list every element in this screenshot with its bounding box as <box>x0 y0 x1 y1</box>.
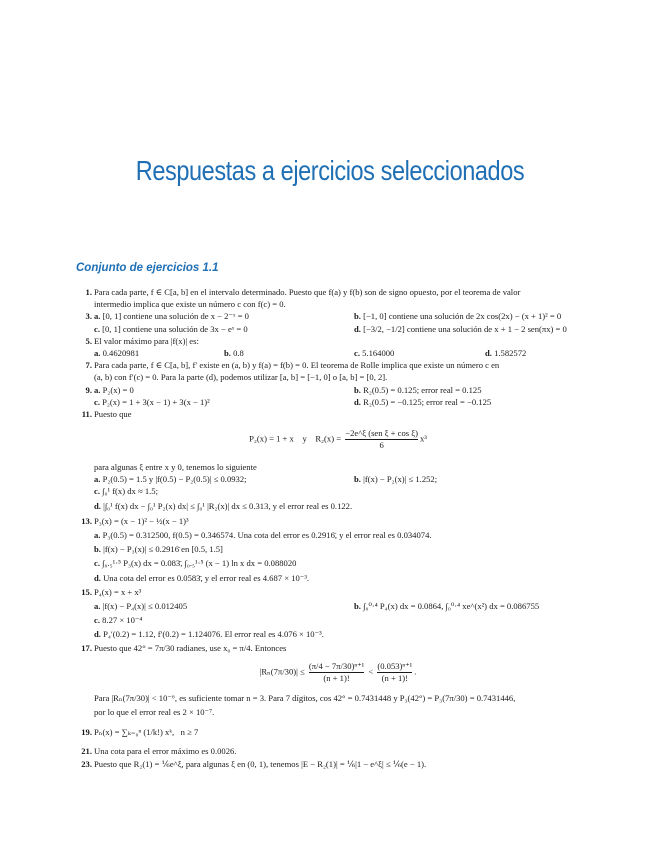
exercise-text: por lo que el error real es 2 × 10⁻⁷. <box>94 706 215 717</box>
part-answer: |f(x) − P₂(x)| ≤ 1.252; <box>363 474 438 485</box>
exercise-text: para algunas ξ entre x y 0, tenemos lo siguiente <box>94 462 257 473</box>
exercise-11-parts <box>78 473 598 485</box>
part-answer: R₂(0.5) = −0.125; error real = −0.125 <box>363 396 492 407</box>
part-label: c. <box>94 615 100 626</box>
part-label: d. <box>94 573 101 584</box>
part-answer: |f(x) − P₄(x)| ≤ 0.012405 <box>102 601 188 612</box>
part-answer: 1.582572 <box>494 347 527 358</box>
part-label: b. <box>354 601 361 612</box>
exercise-13-parts <box>78 543 598 557</box>
equation-part: n ≥ 7 <box>180 726 199 737</box>
numerator: −2e^ξ (sen ξ + cos ξ) <box>345 428 418 439</box>
exercise-7-cont <box>78 371 598 383</box>
exercise-number: 17. <box>81 643 92 654</box>
equation-part: P₂(x) = 1 + x <box>249 433 294 444</box>
part-answer: |f(x) − P₃(x)| ≤ 0.2916̄ en [0.5, 1.5] <box>103 544 223 555</box>
part-label: a. <box>94 311 101 322</box>
exercise-text: P₄(x) = x + x³ <box>94 587 142 598</box>
part-answer: P₄′(0.2) = 1.12, f′(0.2) = 1.124076. El error real es 4.076 × 10⁻³. <box>103 629 324 640</box>
exercise-text: Para cada parte, f ∈ C[a, b] en el intervalo determinado. Puesto que f(a) y f(b) son de signo opuesto, por el teorema de valor <box>94 287 521 297</box>
exercise-number: 5. <box>85 335 92 346</box>
part-label: c. <box>94 396 100 407</box>
exercise-11-cont <box>78 461 598 473</box>
exercise-17-cont <box>78 706 598 719</box>
fraction <box>345 428 418 451</box>
answers-list <box>78 286 598 770</box>
part-answer: P₂(0.5) = 1.5 y |f(0.5) − P₂(0.5)| ≤ 0.0932; <box>102 474 247 485</box>
exercise-number: 7. <box>85 360 92 371</box>
equation-part: R₂(x) = <box>315 433 342 444</box>
equation-part: . <box>414 666 417 677</box>
display-equation <box>78 655 598 692</box>
part-label: b. <box>354 311 361 322</box>
equation-part: y <box>302 433 307 444</box>
exercise-number: 13. <box>81 516 92 527</box>
sum-symbol: ∑ₖ₌₀ⁿ <box>121 726 142 737</box>
part-answer: R₂(0.5) = 0.125; error real = 0.125 <box>363 384 482 395</box>
exercise-number: 21. <box>81 745 92 756</box>
part-label: b. <box>94 544 101 555</box>
exercise-text: El valor máximo para |f(x)| es: <box>94 335 199 346</box>
exercise-1-cont <box>78 298 598 310</box>
part-label: a. <box>94 530 101 541</box>
exercise-15-parts <box>78 614 598 628</box>
equation-part: |Rₙ(7π/30)| ≤ <box>259 666 305 677</box>
exercise-11-parts <box>78 500 598 515</box>
equation-part: < <box>368 666 374 677</box>
part-label: d. <box>354 323 361 334</box>
part-label: d. <box>354 396 361 407</box>
part-label: b. <box>224 347 231 358</box>
part-answer: ∫₀¹ f(x) dx ≈ 1.5; <box>102 486 158 497</box>
exercise-7 <box>78 359 598 371</box>
denominator: (n + 1)! <box>309 672 364 684</box>
part-answer: [0, 1] contiene una solución de x − 2⁻ˣ = 0 <box>102 311 249 322</box>
exercise-11 <box>78 408 598 420</box>
exercise-3-cont <box>78 323 598 335</box>
part-label: c. <box>94 323 100 334</box>
part-answer: [−3/2, −1/2] contiene una solución de x + 1 − 2 sen(πx) = 0 <box>363 323 567 334</box>
exercise-17 <box>78 642 598 654</box>
part-answer: 8.27 × 10⁻⁴ <box>102 615 143 626</box>
exercise-21 <box>78 745 598 758</box>
exercise-text: Puesto que 42° = 7π/30 radianes, use x₀ = π/4. Entonces <box>94 643 287 654</box>
exercise-5 <box>78 335 598 347</box>
equation-part: Pₙ(x) = <box>94 726 120 737</box>
part-answer: P₂(x) = 1 + 3(x − 1) + 3(x − 1)² <box>102 396 210 407</box>
numerator: (0.053)ⁿ⁺¹ <box>377 660 413 671</box>
exercise-1 <box>78 286 598 298</box>
part-answer: [0, 1] contiene una solución de 3x − eˣ = 0 <box>102 323 248 334</box>
exercise-text: Para |Rₙ(7π/30)| < 10⁻⁶, es suficiente tomar n = 3. Para 7 dígitos, cos 42° = 0.7431448 y P₃(42°) = P₃(7π/30) = 0.7431446, <box>94 692 516 703</box>
exercise-9-cont <box>78 396 598 408</box>
exercise-text: Una cota para el error máximo es 0.0026. <box>94 745 237 756</box>
equation-part: (1/k!) xᵏ, <box>143 726 175 737</box>
exercise-13 <box>78 515 598 529</box>
part-answer: [−1, 0] contiene una solución de 2x cos(2x) − (x + 1)² = 0 <box>363 311 562 322</box>
exercise-number: 15. <box>81 587 92 598</box>
display-equation <box>78 420 598 461</box>
part-label: b. <box>354 474 361 485</box>
part-label: b. <box>354 384 361 395</box>
part-answer: Una cota del error es 0.0583̄, y el error real es 4.687 × 10⁻³. <box>103 573 310 584</box>
part-answer: ∫₀.₅¹·⁵ P₃(x) dx = 0.083̄, ∫₀.₅¹·⁵ (x − 1) ln x dx = 0.088020 <box>102 558 297 569</box>
exercise-text: intermedio implica que existe un número c con f(c) = 0. <box>94 299 286 310</box>
part-answer: ∫₀⁰·⁴ P₄(x) dx = 0.0864, ∫₀⁰·⁴ xe^(x²) dx = 0.086755 <box>363 601 540 612</box>
numerator: (π/4 − 7π/30)ⁿ⁺¹ <box>308 660 365 671</box>
part-label: a. <box>94 601 101 612</box>
exercise-text: Para cada parte, f ∈ C[a, b], f′ existe en (a, b) y f(a) = f(b) = 0. El teorema de Rolle implica que existe un número c en <box>94 360 500 371</box>
exercise-number: 1. <box>85 287 92 297</box>
exercise-number: 3. <box>85 311 92 322</box>
part-label: a. <box>94 474 101 485</box>
part-answer: P₂(x) = 0 <box>102 384 134 395</box>
exercise-number: 9. <box>85 384 92 395</box>
exercise-number: 11. <box>81 408 92 419</box>
part-label: c. <box>354 347 360 358</box>
part-answer: P₃(0.5) = 0.312500, f(0.5) = 0.346574. Una cota del error es 0.2916̄, y el error real es 0.034074. <box>102 530 432 541</box>
part-answer: |∫₀¹ f(x) dx − ∫₀¹ P₂(x) dx| ≤ ∫₀¹ |R₂(x)| dx ≤ 0.313, y el error real es 0.122. <box>103 501 353 512</box>
fraction <box>377 661 412 684</box>
exercise-19 <box>78 719 598 745</box>
exercise-text: Puesto que R₂(1) = ⅙e^ξ, para algunas ξ en (0, 1), tenemos |E − R₂(1)| = ⅙|1 − e^ξ| ≤ ⅙(e − 1). <box>94 758 427 769</box>
exercise-17-cont <box>78 692 598 706</box>
exercise-3 <box>78 310 598 322</box>
equation-part: x³ <box>419 433 427 444</box>
part-answer: 0.4620981 <box>102 347 140 358</box>
exercise-5-cont <box>78 347 598 359</box>
exercise-13-parts <box>78 557 598 572</box>
part-label: a. <box>94 384 101 395</box>
exercise-13-parts <box>78 529 598 543</box>
exercise-text: Puesto que <box>94 408 132 419</box>
exercise-23 <box>78 758 598 770</box>
page-title: Respuestas a ejercicios seleccionados <box>135 155 525 186</box>
part-label: a. <box>94 347 101 358</box>
exercise-9 <box>78 384 598 396</box>
exercise-text: (a, b) con f′(c) = 0. Para la parte (d), podemos utilizar [a, b] = [−1, 0] o [a, b] = [0, 2]. <box>94 372 388 383</box>
part-answer: 0.8 <box>233 347 244 358</box>
exercise-15 <box>78 586 598 600</box>
part-label: d. <box>94 501 101 512</box>
exercise-number: 23. <box>81 758 92 769</box>
exercise-13-parts <box>78 572 598 586</box>
exercise-number: 19. <box>81 726 92 737</box>
denominator: (n + 1)! <box>377 672 412 684</box>
section-title: Conjunto de ejercicios 1.1 <box>76 262 219 274</box>
exercise-15-parts <box>78 600 598 614</box>
exercise-11-parts <box>78 485 598 500</box>
part-label: c. <box>94 486 100 497</box>
exercise-text: P₃(x) = (x − 1)² − ½(x − 1)³ <box>94 516 189 527</box>
fraction <box>309 661 364 684</box>
part-label: d. <box>485 347 492 358</box>
denominator: 6 <box>345 439 418 451</box>
part-label: d. <box>94 629 101 640</box>
part-answer: 5.164000 <box>362 347 395 358</box>
exercise-15-parts <box>78 628 598 642</box>
part-label: c. <box>94 558 100 569</box>
